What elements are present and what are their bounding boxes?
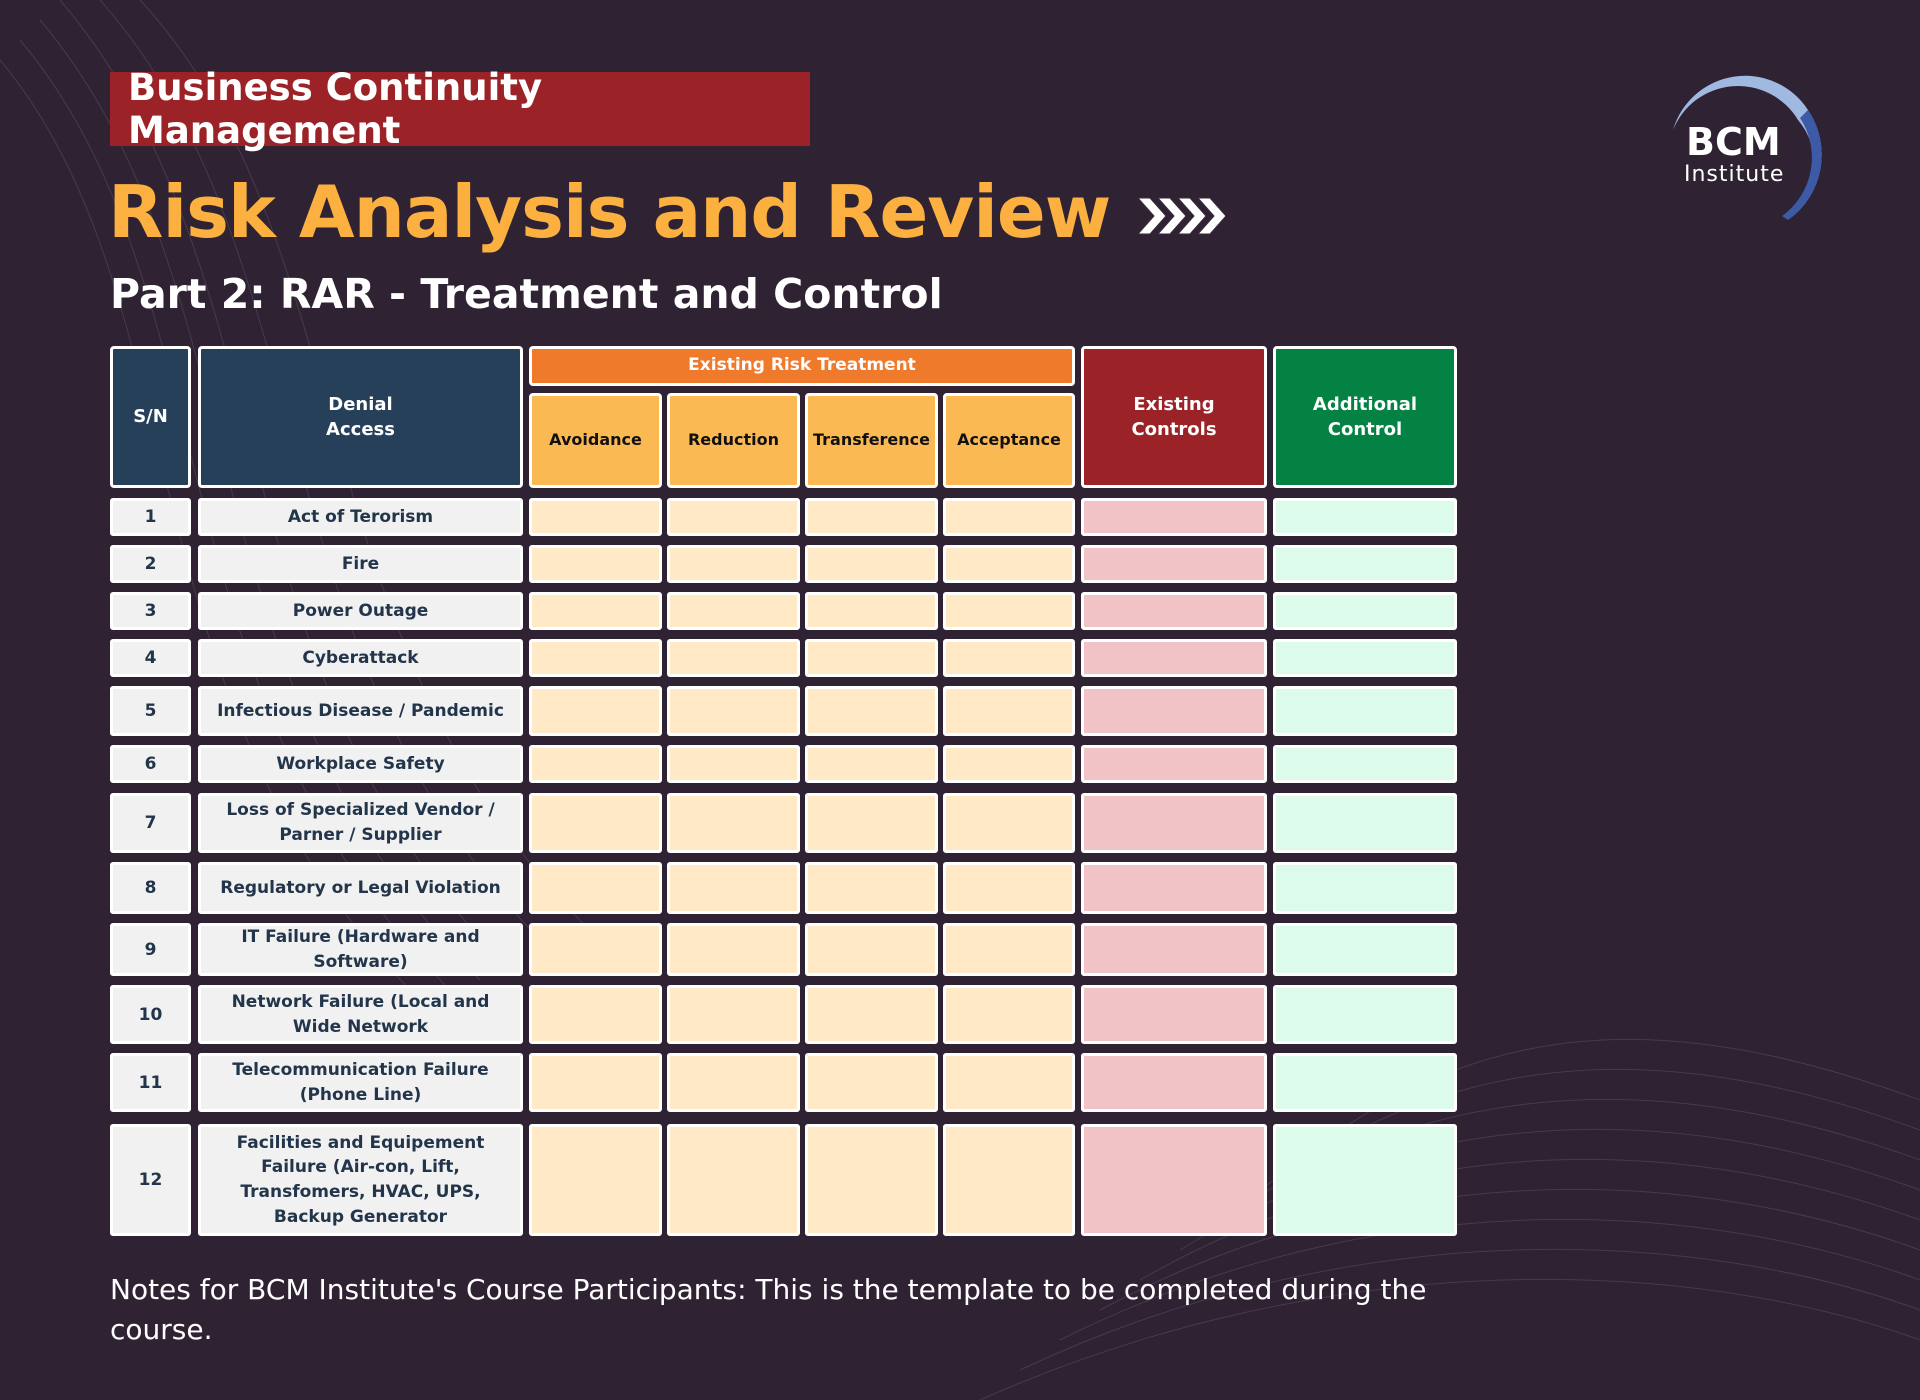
avoidance-cell[interactable] [529,592,662,630]
transference-cell[interactable] [805,862,938,914]
row-sn: 5 [110,686,191,736]
bcm-institute-logo [1668,70,1828,230]
acceptance-cell[interactable] [943,745,1075,783]
row-risk-name: Facilities and Equipement Failure (Air-con, Lift, Transfomers, HVAC, UPS, Backup Generator [198,1124,523,1236]
row-risk-name: Fire [198,545,523,583]
existing-controls-cell[interactable] [1081,745,1267,783]
acceptance-cell[interactable] [943,498,1075,536]
page-title: Risk Analysis and Review [108,170,1111,254]
transference-cell[interactable] [805,1053,938,1112]
acceptance-cell[interactable] [943,545,1075,583]
additional-control-cell[interactable] [1273,686,1457,736]
avoidance-cell[interactable] [529,862,662,914]
existing-controls-cell[interactable] [1081,1124,1267,1236]
avoidance-cell[interactable] [529,686,662,736]
transference-cell[interactable] [805,793,938,853]
row-risk-name: Power Outage [198,592,523,630]
header-sn: S/N [110,346,191,488]
row-sn: 10 [110,985,191,1044]
existing-controls-cell[interactable] [1081,1053,1267,1112]
additional-control-cell[interactable] [1273,498,1457,536]
header-reduction: Reduction [667,393,800,488]
acceptance-cell[interactable] [943,686,1075,736]
row-risk-name: IT Failure (Hardware and Software) [198,923,523,976]
additional-control-cell[interactable] [1273,592,1457,630]
header-avoidance: Avoidance [529,393,662,488]
reduction-cell[interactable] [667,1124,800,1236]
reduction-cell[interactable] [667,498,800,536]
avoidance-cell[interactable] [529,639,662,677]
notes-text: Notes for BCM Institute's Course Participants: This is the template to be completed during the course. [110,1273,1427,1346]
additional-control-cell[interactable] [1273,1124,1457,1236]
page-subtitle: Part 2: RAR - Treatment and Control [110,270,943,318]
row-risk-name: Infectious Disease / Pandemic [198,686,523,736]
row-risk-name: Network Failure (Local and Wide Network [198,985,523,1044]
row-sn: 7 [110,793,191,853]
avoidance-cell[interactable] [529,1053,662,1112]
transference-cell[interactable] [805,498,938,536]
existing-controls-cell[interactable] [1081,923,1267,976]
row-risk-name: Workplace Safety [198,745,523,783]
transference-cell[interactable] [805,745,938,783]
existing-controls-cell[interactable] [1081,592,1267,630]
additional-control-cell[interactable] [1273,793,1457,853]
reduction-cell[interactable] [667,592,800,630]
additional-control-cell[interactable] [1273,745,1457,783]
existing-controls-cell[interactable] [1081,639,1267,677]
header-existing-controls: Existing Controls [1081,346,1267,488]
avoidance-cell[interactable] [529,545,662,583]
row-sn: 2 [110,545,191,583]
avoidance-cell[interactable] [529,985,662,1044]
reduction-cell[interactable] [667,793,800,853]
additional-control-cell[interactable] [1273,862,1457,914]
existing-controls-cell[interactable] [1081,862,1267,914]
row-sn: 3 [110,592,191,630]
row-sn: 9 [110,923,191,976]
transference-cell[interactable] [805,686,938,736]
row-sn: 8 [110,862,191,914]
avoidance-cell[interactable] [529,793,662,853]
existing-controls-cell[interactable] [1081,793,1267,853]
existing-controls-cell[interactable] [1081,686,1267,736]
row-risk-name: Loss of Specialized Vendor / Parner / Supplier [198,793,523,853]
transference-cell[interactable] [805,1124,938,1236]
reduction-cell[interactable] [667,985,800,1044]
acceptance-cell[interactable] [943,793,1075,853]
additional-control-cell[interactable] [1273,545,1457,583]
acceptance-cell[interactable] [943,1053,1075,1112]
logo-tagline: Institute [1684,162,1785,187]
banner-label: Business Continuity Management [110,72,810,146]
reduction-cell[interactable] [667,862,800,914]
reduction-cell[interactable] [667,745,800,783]
transference-cell[interactable] [805,545,938,583]
reduction-cell[interactable] [667,923,800,976]
existing-controls-cell[interactable] [1081,985,1267,1044]
header-additional-control: Additional Control [1273,346,1457,488]
additional-control-cell[interactable] [1273,639,1457,677]
header-acceptance: Acceptance [943,393,1075,488]
acceptance-cell[interactable] [943,1124,1075,1236]
row-sn: 4 [110,639,191,677]
row-sn: 1 [110,498,191,536]
acceptance-cell[interactable] [943,985,1075,1044]
header-existing-risk-treatment: Existing Risk Treatment [529,346,1075,386]
row-risk-name: Telecommunication Failure (Phone Line) [198,1053,523,1112]
transference-cell[interactable] [805,592,938,630]
acceptance-cell[interactable] [943,923,1075,976]
row-risk-name: Regulatory or Legal Violation [198,862,523,914]
row-risk-name: Cyberattack [198,639,523,677]
header-transference: Transference [805,393,938,488]
avoidance-cell[interactable] [529,498,662,536]
row-risk-name: Act of Terorism [198,498,523,536]
chevrons-right-icon [1138,196,1246,236]
avoidance-cell[interactable] [529,1124,662,1236]
transference-cell[interactable] [805,985,938,1044]
transference-cell[interactable] [805,923,938,976]
row-sn: 6 [110,745,191,783]
additional-control-cell[interactable] [1273,923,1457,976]
transference-cell[interactable] [805,639,938,677]
additional-control-cell[interactable] [1273,985,1457,1044]
reduction-cell[interactable] [667,639,800,677]
reduction-cell[interactable] [667,1053,800,1112]
avoidance-cell[interactable] [529,923,662,976]
row-sn: 12 [110,1124,191,1236]
acceptance-cell[interactable] [943,592,1075,630]
additional-control-cell[interactable] [1273,1053,1457,1112]
reduction-cell[interactable] [667,545,800,583]
existing-controls-cell[interactable] [1081,545,1267,583]
reduction-cell[interactable] [667,686,800,736]
row-sn: 11 [110,1053,191,1112]
acceptance-cell[interactable] [943,862,1075,914]
acceptance-cell[interactable] [943,639,1075,677]
header-denial-access: Denial Access [198,346,523,488]
logo-name: BCM [1686,120,1781,164]
existing-controls-cell[interactable] [1081,498,1267,536]
avoidance-cell[interactable] [529,745,662,783]
